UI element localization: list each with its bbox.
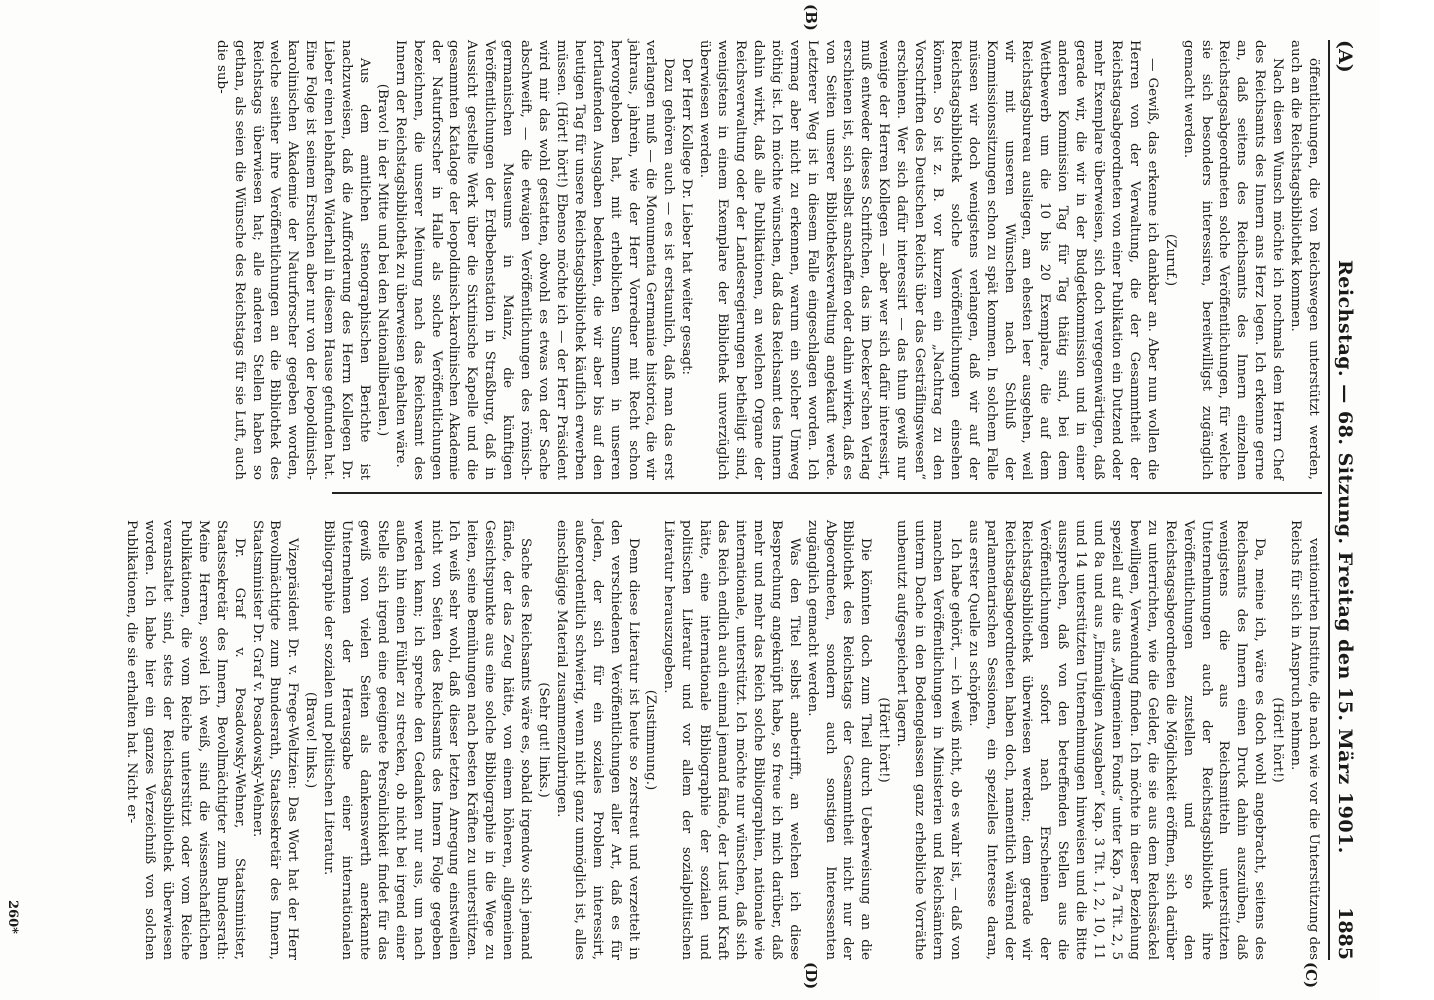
paragraph: Denn diese Literatur ist heute so zerstreut und verzettelt in den verschiedenen Veröffentlichungen aller Art, daß es für Jeden, der sich für ein soziales Problem interessirt, außerordentlich schwierig, wenn nicht ganz unmöglich ist, alles einschlägige Material zusammenzubringen. xyxy=(553,520,641,960)
paragraph: Sache des Reichsamts wäre es, sobald irgendwo sich jemand fände, der das Zeug hätte, von einem höheren, allgemeinen Gesichtspunkte aus eine solche Bibliographie in die Wege zu leiten, seine Bemühungen nach besten Kräften zu unterstützen. Ich weiß sehr wohl, daß dieser letzten Anregung einstweilen nicht von Seiten des Reichsamts des Innern Folge gegeben werden kann; ich spreche den Gedanken nur aus, um nach außen hin einen Fühler zu strecken, ob nicht bei irgend einer Stelle sich irgend eine geeignete Persönlichkeit findet für das gewiß von vielen Seiten als dankenswerth anerkannte Unternehmen der Herausgabe einer internationalen Bibliographie der sozialen und politischen Literatur. xyxy=(321,520,534,960)
paragraph: Dr. Graf v. Posadowsky-Wehner, Staatsminister, Staatssekretär des Innern, Bevollmächtigter zum Bundesrath: Meine Herren, soviel ich weiß, sind die wissenschaftlichen Publikationen, die vom Reiche unterstützt oder vom Reiche veranstaltet sind, stets der Reichstagsbibliothek überwiesen worden. Ich habe hier ein ganzes Verzeichniß von solchen Publikationen, die sie erhalten hat. Nicht er- xyxy=(124,520,247,960)
right-column xyxy=(122,520,1322,960)
page-title: Reichstag. — 68. Sitzung. Freitag den 15. März 1901. xyxy=(1334,260,1356,854)
paragraph: Da, meine ich, wäre es doch wohl angebracht, seitens des Reichsamts des Innern einen Druck dahin auszuüben, daß wenigstens die aus Reichsmitteln unterstützten Unternehmungen auch der Reichstagsbibliothek ihre Veröffentlichungen zustellen und so den Reichstagsabgeordneten die Möglichkeit eröffnen, sich darüber zu unterrichten, wie die Gelder, die sie aus dem Reichssäckel bewilligen, Verwendung finden. Ich möchte in dieser Beziehung speziell auf die aus „Allgemeinen Fonds“ unter Kap. 7a Tit. 2, 5 und 8a und aus „Einmaligen Ausgaben“ Kap. 3 Tit. 1, 2, 10, 11 und 14 unterstützten Unternehmungen hinweisen und die Bitte aussprechen, daß von den betreffenden Stellen aus die Veröffentlichungen sofort nach Erscheinen der Reichstagsbibliothek überwiesen werden; dem gerade wir Reichstagsabgeordneten haben doch, namentlich während der parlamentarischen Sessionen, ein spezielles Interesse daran, aus erster Quelle zu schöpfen. xyxy=(965,520,1268,960)
paragraph: Der Herr Kollege Dr. Lieber hat weiter gesagt: xyxy=(679,58,695,376)
paragraph: Was den Titel selbst anbetrifft, an welchen ich diese Besprechung angeknüpft habe, so freue ich mich darüber, daß mehr und mehr das Reich solche Bibliographien, nationale wie internationale, unterstützt. Ich möchte nur wünschen, daß sich das Reich endlich auch einmal jemand fände, der Lust und Kraft hätte, eine internationale Bibliographie der sozialen und politischen Literatur und vor allem der sozialpolitischen Literatur herauszugeben. xyxy=(661,520,802,960)
paragraph: (Sehr gut! links.) xyxy=(536,682,552,798)
paragraph: (Zustimmung.) xyxy=(643,689,659,791)
paragraph: (Bravo! in der Mitte und bei den Nationalliberalen.) xyxy=(374,83,390,437)
paragraph: ventionirten Institute, die nach wie vor die Unterstützung des Reichs für sich in Anspruch nehmen. xyxy=(1288,520,1321,960)
signature-mark: 260* xyxy=(5,900,20,934)
margin-marker-c: (C) xyxy=(1302,962,1320,989)
paragraph: Aus dem amtlichen stenographischen Berichte ist nachzuweisen, daß die Aufforderung des Herrn Kollegen Dr. Lieber einen lebhaften Widerhall in diesem Hause gefunden hat. Eine Folge ist seinem Ersuchen aber nur von der leopoldinisch-karolinischen Akademie der Naturforscher gegeben worden, welche seither ihre Veröffentlichungen an die Bibliothek des Reichstags überwiesen hat; alle anderen Stellen haben so gethan, als seien die Wünsche des Reichstags für sie Luft, auch die sub- xyxy=(213,40,372,480)
paragraph: — Gewiß, das erkenne ich dankbar an. Aber nun wollen die Herren von der Verwaltung, die der Gesammtheit der Reichstagsabgeordneten von einer Publikation ein Dutzend oder mehr Exemplare überweisen, sich doch vergegenwärtigen, daß gerade wir, die wir in der Budgetkommission und in einer anderen Kommission Tag für Tag thätig sind, bei dem Wettbewerb um die 10 bis 20 Exemplare, die auf dem Reichstagsbureau ausliegen, am ehesten leer ausgehen, weil wir mit unseren Wünschen nach Schluß der Kommissionssitzungen schon zu spät kommen. In solchem Falle müssen wir doch wenigstens verlangen, daß wir auf der Reichstagsbibliothek solche Veröffentlichungen einsehen können. So ist z. B. vor kurzem ein „Nachtrag zu den Vorschriften des Deutschen Reichs über das Gesträflingswesen“ erschienen. Wer sich dafür interessirt — das thun gewiß nur wenige der Herren Kollegen — aber wer sich dafür interessirt, muß entweder dieses Schriftchen, das im Decker'schen Verlag erschienen ist, sich selbst anschaffen oder dahin wirken, daß es von Seiten unserer Bibliotheksverwaltung angekauft werde. Letzterer Weg ist in diesem Falle eingeschlagen worden. Ich vermag aber nicht zu erkennen, warum ein solcher Umweg nöthig ist. Ich möchte wünschen, daß das Reichsamt des Innern dahin wirkt, daß alle Publikationen, an welchen Organe der Reichsverwaltung oder der Landesregierungen betheiligt sind, wenigstens in einem Exemplare der Bibliothek unverzüglich überwiesen werden. xyxy=(697,40,1160,480)
margin-marker-b: (B) xyxy=(802,4,820,31)
paragraph: (Hört! hört!) xyxy=(1270,697,1286,783)
paragraph: Dazu gehören auch — es ist erstaunlich, daß man das erst verlangen muß — die Monumenta Germaniae historica, die wir jahraus, jahrein, wie der Herr Vorredner mit Recht schon hervorgehoben hat, mit erheblichen Summen in unseren fortlaufenden Ausgaben bedenken, die wir aber bis auf den heutigen Tag für unsere Reichstagsbibliothek käuflich erwerben müssen. (Hört! hört!) Ebenso möchte ich — der Herr Präsident wird mir das wohl gestatten, obwohl es etwas von der Sache abschweift, — die etwaigen Veröffentlichungen des römisch-germanischen Museums in Mainz, die künftigen Veröffentlichungen der Erdbebenstation in Straßburg, daß in Aussicht gestellte Werk über die Sixtinische Kapelle und die gesammten Kataloge der leopoldinisch-karolinischen Akademie der Naturforscher in Halle als solche Veröffentlichungen bezeichnen, die unserer Meinung nach das Reichsamt des Innern der Reichstagsbibliothek zu überweisen gehalten wäre. xyxy=(392,40,677,480)
paragraph: Ich habe gehört, — ich weiß nicht, ob es wahr ist, — daß von manchen Veröffentlichungen in Ministerien und Reichsämtern unterm Dache in den Bodengelassen ganz erhebliche Vorräthe unbenutzt aufgespeichert lagern. xyxy=(894,520,963,960)
page-header xyxy=(1328,40,1358,960)
paragraph: öffentlichungen, die von Reichswegen unterstützt werden, auch an die Reichstagsbibliothek kommen. xyxy=(1288,40,1321,480)
margin-marker-a-header: (A) xyxy=(1334,40,1356,73)
margin-marker-d: (D) xyxy=(802,962,820,990)
page-number: 1885 xyxy=(1334,907,1356,960)
paragraph: Nach diesen Wunsch möchte ich nochmals dem Herrn Chef des Reichsamts des Innern ans Herz legen. Ich erkenne gerne an, daß seitens des Reichsamts des Innern einzelnen Reichstagsabgeordneten solche Veröffentlichungen, für welche sie sich besonders interessiren, bereitwilligst zugänglich gemacht werden. xyxy=(1180,40,1286,480)
paragraph: (Hört! hört!) xyxy=(876,697,892,783)
left-column xyxy=(212,40,1322,480)
column-divider xyxy=(332,492,1322,494)
paragraph: (Bravo! links.) xyxy=(303,691,319,789)
paragraph: Die könnten doch zum Theil durch Ueberweisung an die Bibliothek des Reichstags der Gesammtheit nicht nur der Abgeordneten, sondern auch sonstigen Interessenten zugänglich gemacht werden. xyxy=(804,520,874,960)
paragraph: Vizepräsident Dr. v. Frege-Weltzien: Das Wort hat der Herr Bevollmächtigte zum Bundesrath, Staatssekretär des Innern, Staatsminister Dr. Graf v. Posadowsky-Wehner. xyxy=(249,520,301,960)
paragraph: (Zuruf.) xyxy=(1162,233,1178,287)
digitization-credit xyxy=(1402,540,1432,995)
